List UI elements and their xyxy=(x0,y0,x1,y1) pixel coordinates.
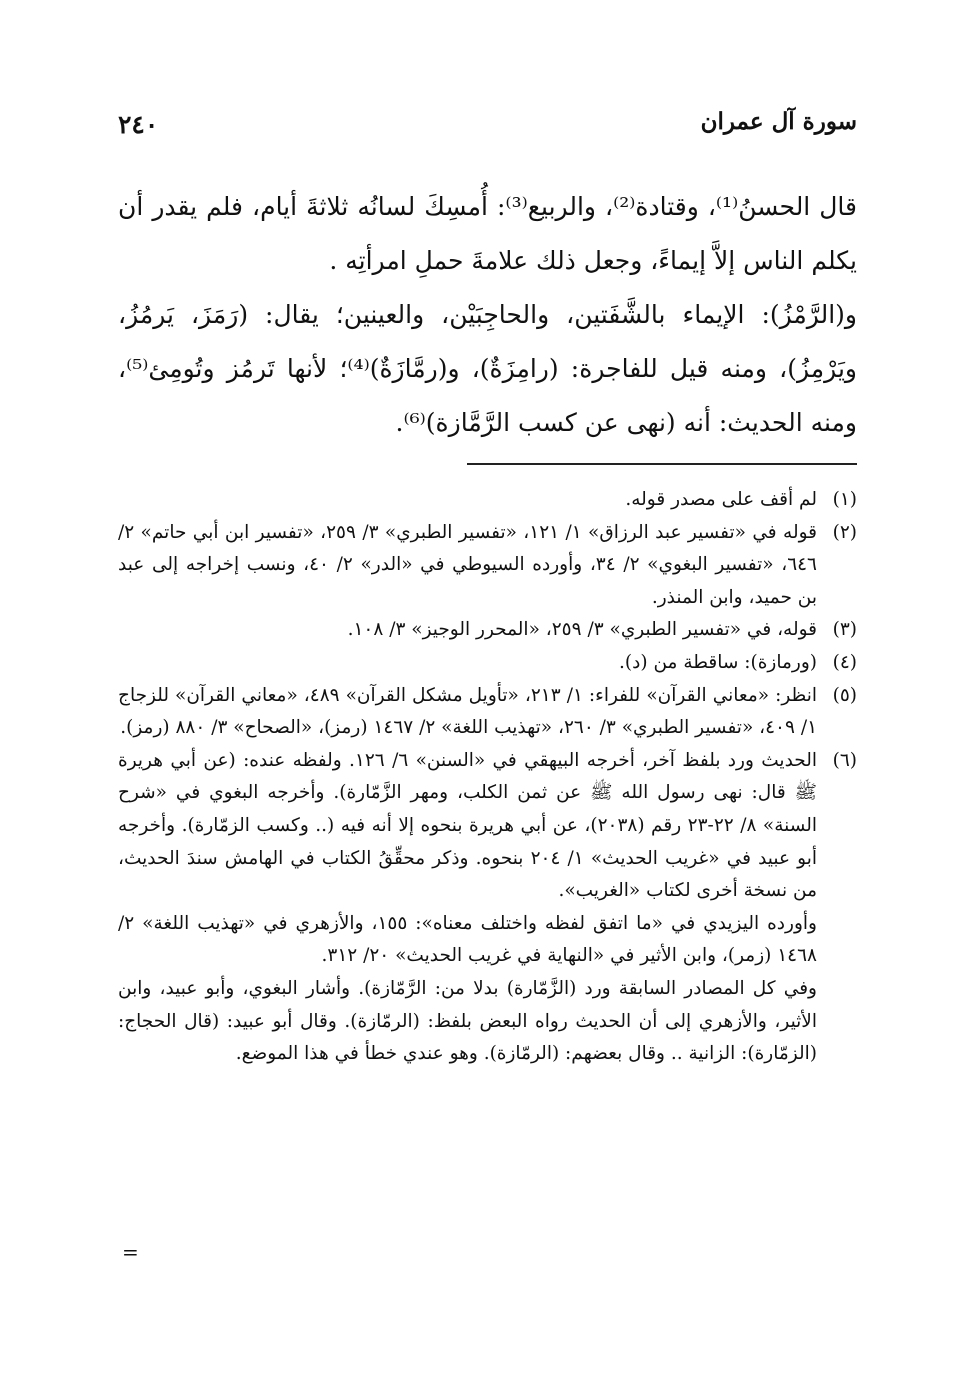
footnote xyxy=(118,745,857,1071)
footnote-text xyxy=(118,680,817,745)
footnote xyxy=(118,680,857,745)
footnote-paragraph: لم أقف على مصدر قوله. xyxy=(625,489,817,510)
footnote-paragraph: الحديث ورد بلفظ آخر، أخرجه البيهقي في «السنن» ٦/ ١٢٦. ولفظه عنده: (عن أبي هريرة ﷺ قال: نهى رسول الله ﷺ عن ثمن الكلب، ومهر الزَّمّارة). وأخرجه البغوي في «شرح السنة» ٨/ ٢٢-٢٣ رقم (٢٠٣٨)، عن أبي هريرة بنحوه إلا أنه فيه (.. وكسب الزمّارة). وأخرجه أبو عبيد في «غريب الحديث» ١/ ٢٠٤ بنحوه. وذكر محقِّقُ الكتاب في الهامش سندَ الحديث، من نسخة أخرى لكتاب «الغريب». xyxy=(118,749,817,902)
main-paragraph: قال الحسنُ⁽¹⁾، وقتادة⁽²⁾، والربيع⁽³⁾: أُمسِكَ لسانُه ثلاثةَ أيام، فلم يقدر أن يكلم الناس إلاَّ إيماءً، وجعل ذلك علامةَ حملِ امرأتِه . xyxy=(118,192,858,275)
footnote-text xyxy=(118,745,817,1071)
footnote-text xyxy=(118,614,817,647)
footnote-paragraph: قوله، في «تفسير الطبري» ٣/ ٢٥٩، «المحرر الوجيز» ٣/ ١٠٨. xyxy=(347,619,817,641)
footnote-paragraph: وفي كل المصادر السابقة ورد (الزَّمّارة) بدلا من: الرَّمّازة). وأشار البغوي، وأبو عبيد، وابن الأثير، والأزهري إلى أن الحديث رواه البعض بلفظ: (الرمّازة). وقال أبو عبيد: (قال الحجاج: (الزمّارة): الزانية .. وقال بعضهم: (الرمّازة). وهو عندي خطأ في هذا الموضع. xyxy=(118,977,817,1065)
footnote-paragraph: وأورده اليزيدي في «ما اتفق لفظه واختلف معناه»: ١٥٥، والأزهري في «تهذيب اللغة» ٢/ ١٤٦٨ (زمر)، وابن الأثير في «النهاية في غريب الحديث» ٢٠/ ٣١٢. xyxy=(118,912,817,967)
footnote-number: (٤) xyxy=(832,651,857,673)
surah-title: سورة آل عمران xyxy=(700,108,857,135)
footnote-text xyxy=(118,647,817,680)
footnote xyxy=(118,647,857,680)
footnote-paragraph: (ورمازة): ساقطة من (د). xyxy=(619,651,817,673)
footnote-number: (١) xyxy=(832,489,857,510)
footnotes xyxy=(118,484,857,1071)
footnote-paragraph: قوله في «تفسير عبد الرزاق» ١/ ١٢١، «تفسير الطبري» ٣/ ٢٥٩، «تفسير ابن أبي حاتم» ٢/ ٦٤٦، «تفسير البغوي» ٢/ ٣٤، وأورده السيوطي في «الدر» ٢/ ٤٠، ونسب إخراجه إلى عبد بن حميد، وابن المنذر. xyxy=(118,521,817,608)
footnote xyxy=(118,517,857,615)
page-header xyxy=(118,108,857,148)
footnote-text xyxy=(118,484,817,517)
continuation-mark: = xyxy=(122,1240,139,1264)
footnote xyxy=(118,484,857,517)
footnote-number: (٣) xyxy=(832,619,857,641)
page-number: ٢٤٠ xyxy=(118,110,159,139)
footnote-number: (٢) xyxy=(832,521,857,543)
footnote xyxy=(118,614,857,647)
footnote-number: (٦) xyxy=(832,749,857,771)
footnote-number: (٥) xyxy=(832,684,857,706)
main-paragraph: و(الرَّمْزُ): الإيماء بالشَّفَتين، والحاجِبَيْن، والعينين؛ يقال: (رَمَزَ، يَرمُزُ، ويَرْمِزُ)، ومنه قيل للفاجرة: (رامِزَةٌ)، و(رمَّازَةٌ)⁽⁴⁾؛ لأنها تَرمُز وتُومِئ⁽⁵⁾، ومنه الحديث: أنه (نهى عن كسب الرَّمَّازة)⁽⁶⁾. xyxy=(118,300,857,437)
footnote-text xyxy=(118,517,817,615)
footnote-paragraph: انظر: «معاني القرآن» للفراء: ١/ ٢١٣، «تأويل مشكل القرآن» ٤٨٩، «معاني القرآن» للزجاج ١/ ٤٠٩، «تفسير الطبري» ٣/ ٢٦٠، «تهذيب اللغة» ٢/ ١٤٦٧ (رمز)، «الصحاح» ٣/ ٨٨٠ (رمز). xyxy=(118,684,818,739)
main-text xyxy=(118,180,857,450)
footnote-separator xyxy=(467,463,857,465)
